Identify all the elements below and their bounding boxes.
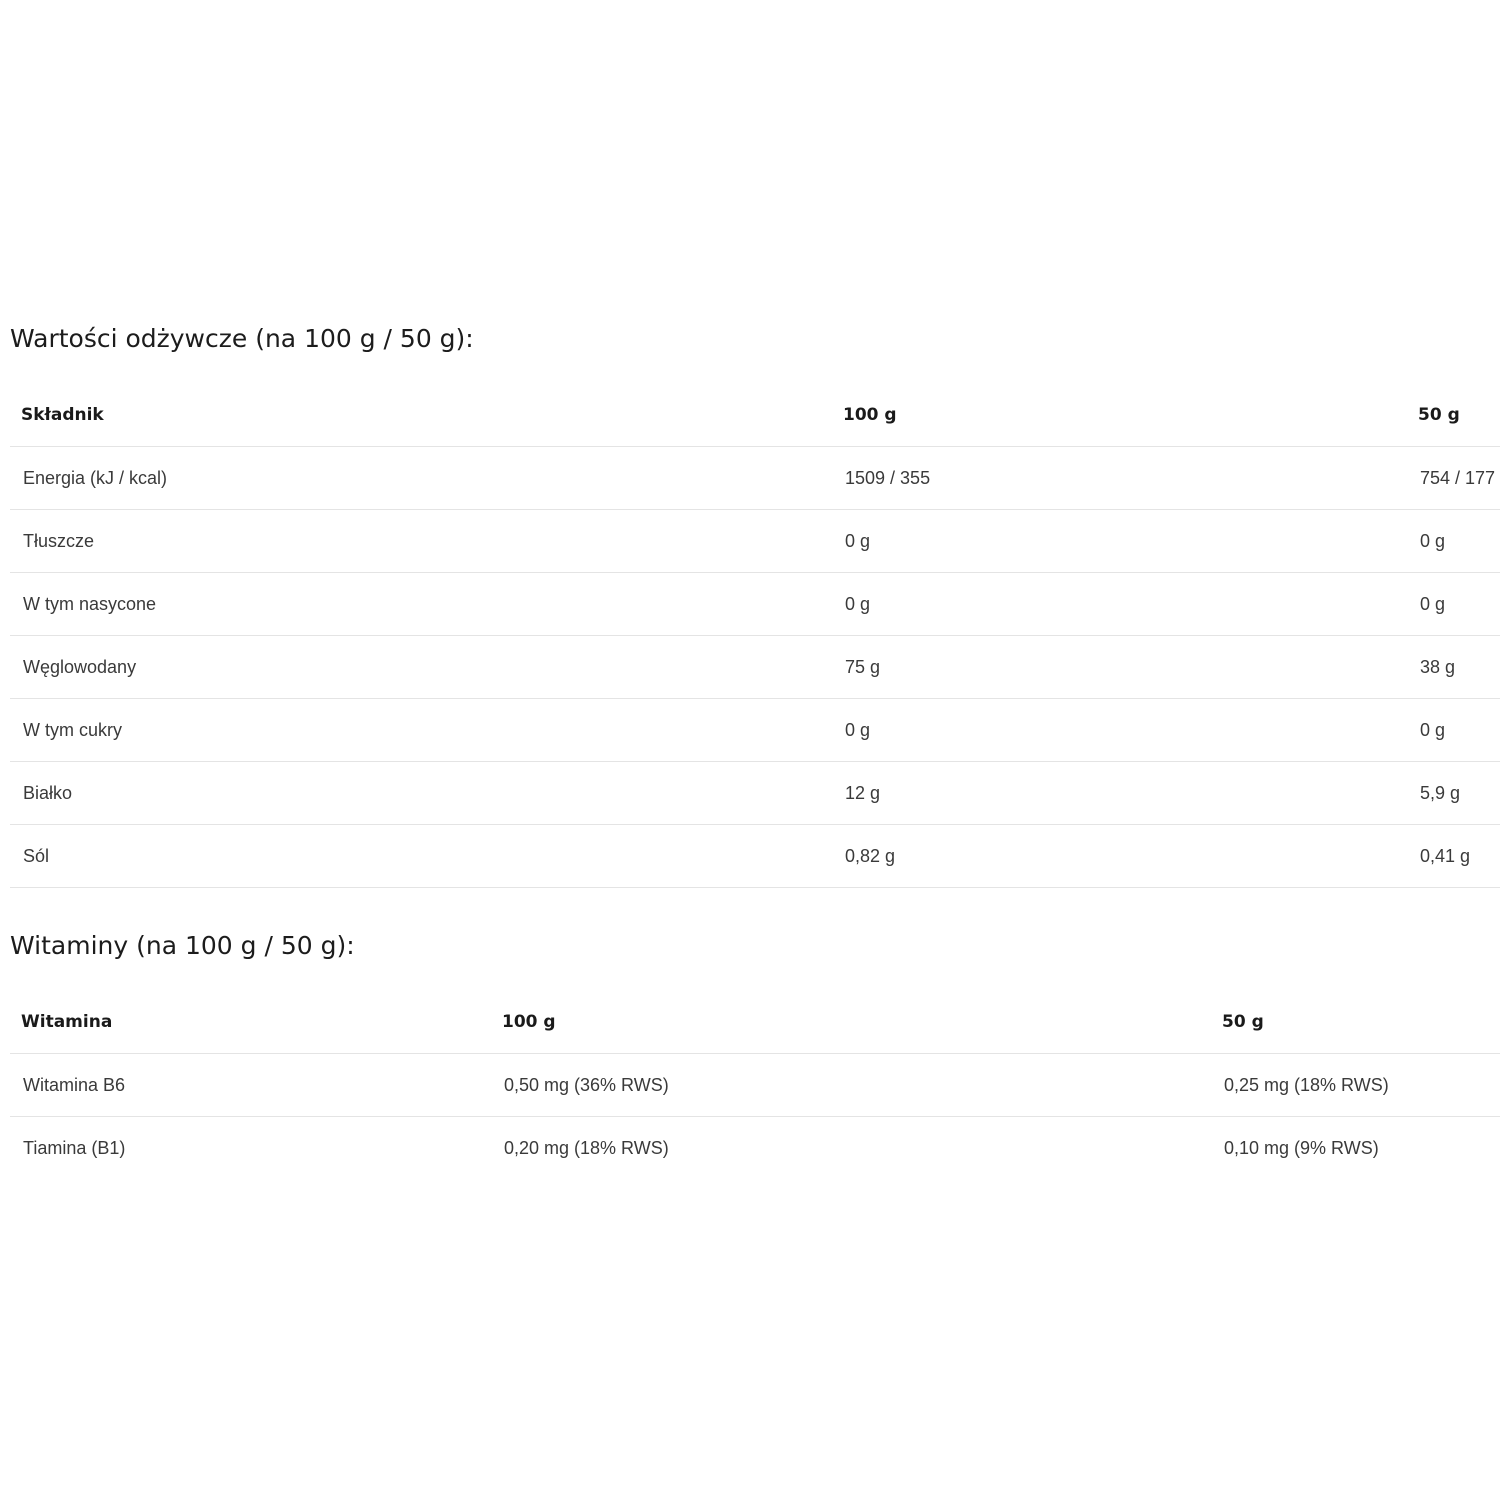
table-row — [10, 510, 1500, 573]
row-label: W tym nasycone — [10, 573, 832, 636]
value-50g: 754 / 177 — [1407, 447, 1500, 510]
vitamins-table — [10, 990, 1500, 1179]
table-row — [10, 825, 1500, 888]
value-100g: 12 g — [832, 762, 1407, 825]
value-100g: 0 g — [832, 699, 1407, 762]
nutrition-table — [10, 383, 1500, 888]
table-row — [10, 1117, 1500, 1180]
value-100g: 1509 / 355 — [832, 447, 1407, 510]
value-50g: 0 g — [1407, 573, 1500, 636]
row-label: Sól — [10, 825, 832, 888]
value-100g: 75 g — [832, 636, 1407, 699]
column-header-50g: 50 g — [1407, 383, 1500, 447]
nutrition-section-title: Wartości odżywcze (na 100 g / 50 g): — [10, 324, 474, 353]
value-100g: 0 g — [832, 510, 1407, 573]
vitamins-section-title: Witaminy (na 100 g / 50 g): — [10, 931, 355, 960]
value-50g: 0,10 mg (9% RWS) — [1224, 1137, 1379, 1158]
row-label: W tym cukry — [10, 699, 832, 762]
column-header-100g: 100 g — [832, 383, 1407, 447]
column-header-100g: 100 g — [491, 990, 1211, 1054]
table-header-row — [10, 383, 1500, 447]
table-row — [10, 699, 1500, 762]
row-label: Tłuszcze — [10, 510, 832, 573]
row-label: Energia (kJ / kcal) — [10, 447, 832, 510]
row-label: Białko — [10, 762, 832, 825]
value-50g: 0 g — [1407, 510, 1500, 573]
column-header-ingredient: Składnik — [10, 383, 832, 447]
table-header-row — [10, 990, 1500, 1054]
row-label: Węglowodany — [10, 636, 832, 699]
column-header-50g: 50 g — [1211, 990, 1500, 1054]
value-50g: 0,41 g — [1407, 825, 1500, 888]
value-50g: 0 g — [1407, 699, 1500, 762]
value-100g: 0,50 mg (36% RWS) — [491, 1054, 1211, 1117]
table-row — [10, 762, 1500, 825]
value-100g: 0,20 mg (18% RWS) — [504, 1137, 669, 1158]
table-row — [10, 636, 1500, 699]
column-header-vitamin: Witamina — [10, 990, 491, 1054]
value-50g: 0,25 mg (18% RWS) — [1211, 1054, 1500, 1117]
row-label: Witamina B6 — [10, 1054, 491, 1117]
value-100g: 0 g — [832, 573, 1407, 636]
value-50g: 38 g — [1407, 636, 1500, 699]
value-50g: 5,9 g — [1407, 762, 1500, 825]
table-row — [10, 573, 1500, 636]
table-row — [10, 447, 1500, 510]
row-label: Tiamina (B1) — [23, 1137, 126, 1158]
value-100g: 0,82 g — [832, 825, 1407, 888]
table-row — [10, 1054, 1500, 1117]
